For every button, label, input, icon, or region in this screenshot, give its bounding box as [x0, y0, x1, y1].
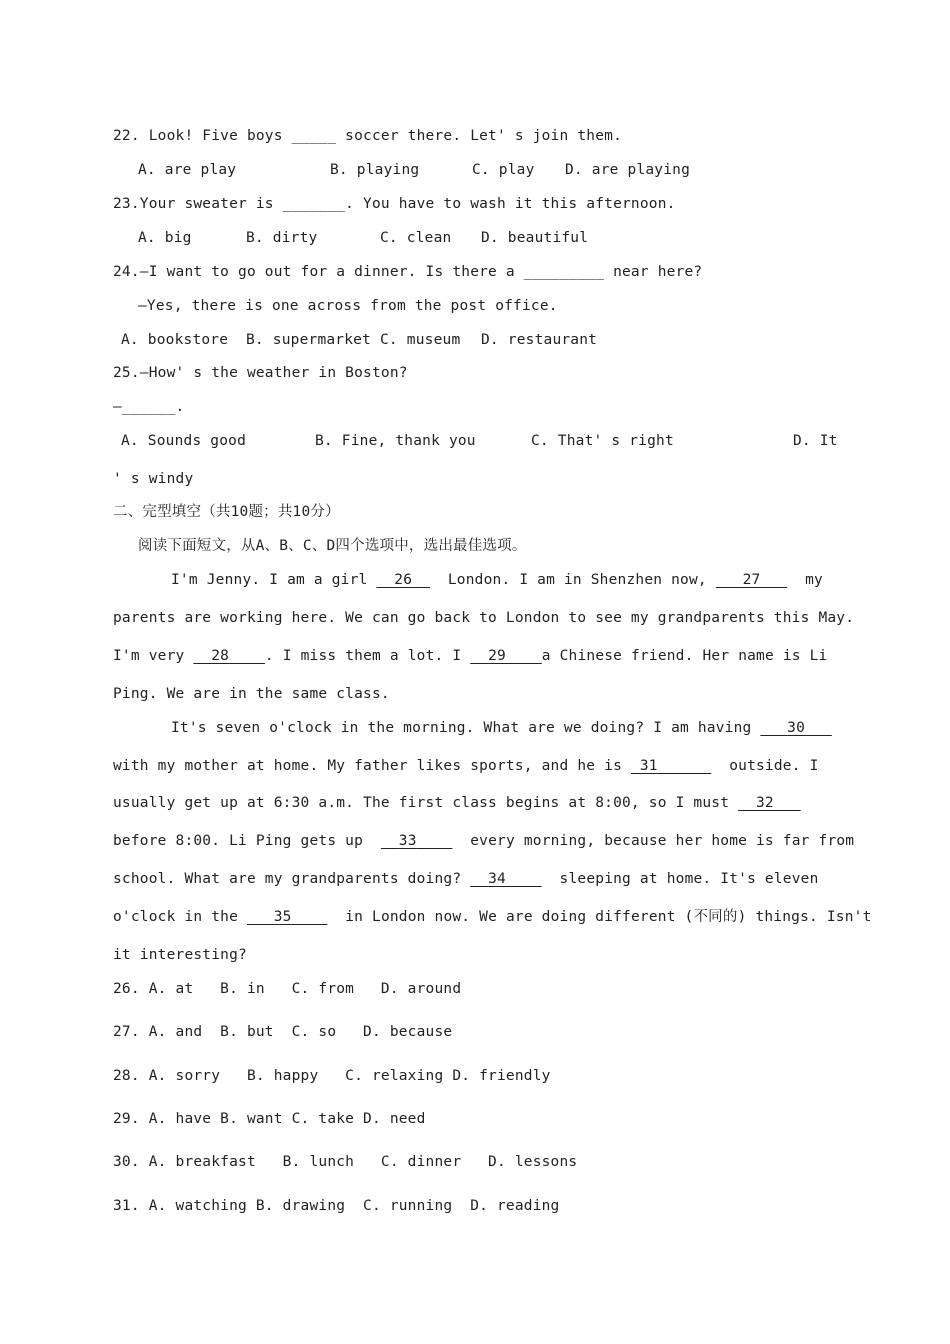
question-23-option-c: C. clean: [380, 230, 452, 246]
blank-32: [738, 795, 801, 811]
section-title: 二、完型填空（共10题；共10分）: [113, 504, 340, 520]
blank-28: [193, 648, 264, 664]
passage-line: [113, 907, 872, 927]
passage-text: every morning, because her home is far from: [452, 833, 855, 849]
passage-text: I'm very: [113, 648, 194, 664]
passage-line: [113, 831, 854, 851]
answer-choice-30: 30. A. breakfast B. lunch C. dinner D. lessons: [113, 1154, 578, 1170]
blank-26-number: 26: [394, 572, 413, 588]
passage-text: London. I am in Shenzhen now,: [430, 572, 716, 588]
passage-text: o'clock in the: [113, 909, 247, 925]
blank-29-number: 29: [488, 648, 506, 664]
passage-text: usually get up at 6:30 a.m. The first class begins at 8:00, so I must: [113, 795, 739, 811]
question-25-reply: —______.: [113, 399, 185, 415]
passage-line: [113, 646, 828, 666]
question-22-option-c: C. play: [472, 162, 535, 178]
blank-31: [631, 758, 711, 774]
question-23-option-a: A. big: [138, 230, 192, 246]
passage-line: [113, 869, 819, 889]
blank-26: [376, 572, 430, 588]
passage-text: outside. I: [711, 758, 819, 774]
blank-27-number: 27: [742, 572, 761, 588]
question-25-option-c: C. That' s right: [531, 433, 674, 449]
answer-choice-27: 27. A. and B. but C. so D. because: [113, 1024, 453, 1040]
passage-text: in London now. We are doing different (不同的) things. Isn't: [327, 909, 872, 925]
answer-choice-29: 29. A. have B. want C. take D. need: [113, 1111, 426, 1127]
question-25-option-d-wrap: ' s windy: [113, 471, 194, 487]
passage-line: parents are working here. We can go back to London to see my grandparents this May.: [113, 610, 855, 626]
blank-33: [381, 833, 452, 849]
question-23-option-d: D. beautiful: [481, 230, 589, 246]
question-23-option-b: B. dirty: [246, 230, 318, 246]
blank-35: [247, 909, 327, 925]
question-22-option-b: B. playing: [330, 162, 420, 178]
question-25-option-b: B. Fine, thank you: [315, 433, 476, 449]
passage-line: [171, 718, 832, 738]
question-24-option-a: A. bookstore: [121, 332, 229, 348]
blank-31-number: 31: [639, 758, 658, 774]
passage-text: school. What are my grandparents doing?: [113, 871, 471, 887]
question-24-option-d: D. restaurant: [481, 332, 598, 348]
blank-27: [716, 572, 787, 588]
question-24-option-b: B. supermarket: [246, 332, 372, 348]
blank-33-number: 33: [398, 833, 417, 849]
question-25-option-a: A. Sounds good: [121, 433, 247, 449]
blank-32-number: 32: [755, 795, 774, 811]
answer-choice-31: 31. A. watching B. drawing C. running D. reading: [113, 1198, 560, 1214]
blank-28-number: 28: [211, 648, 230, 664]
question-24-option-c: C. museum: [380, 332, 461, 348]
question-24-stem: 24.—I want to go out for a dinner. Is there a _________ near here?: [113, 264, 703, 280]
passage-line: [171, 570, 823, 590]
section-instruction: 阅读下面短文，从A、B、C、D四个选项中，选出最佳选项。: [138, 538, 527, 554]
blank-30: [760, 720, 831, 736]
question-24-reply: —Yes, there is one across from the post office.: [138, 298, 558, 314]
question-23-stem: 23.Your sweater is _______. You have to wash it this afternoon.: [113, 196, 676, 212]
question-22-option-d: D. are playing: [565, 162, 691, 178]
passage-line: Ping. We are in the same class.: [113, 686, 390, 702]
passage-line: [113, 793, 801, 813]
passage-text: sleeping at home. It's eleven: [541, 871, 819, 887]
passage-text: a Chinese friend. Her name is Li: [541, 648, 828, 664]
answer-choice-26: 26. A. at B. in C. from D. around: [113, 981, 462, 997]
passage-text: with my mother at home. My father likes sports, and he is: [113, 758, 631, 774]
blank-35-number: 35: [273, 909, 292, 925]
passage-text: before 8:00. Li Ping gets up: [113, 833, 381, 849]
passage-line: [113, 756, 819, 776]
passage-text: It's seven o'clock in the morning. What are we doing? I am having: [171, 720, 761, 736]
question-22-stem: 22. Look! Five boys _____ soccer there. Let' s join them.: [113, 128, 622, 144]
answer-choice-28: 28. A. sorry B. happy C. relaxing D. friendly: [113, 1068, 551, 1084]
blank-30-number: 30: [787, 720, 806, 736]
question-25-option-d: D. It: [793, 433, 838, 449]
blank-34-number: 34: [488, 871, 506, 887]
passage-text: . I miss them a lot. I: [264, 648, 471, 664]
question-25-stem: 25.—How' s the weather in Boston?: [113, 365, 408, 381]
question-22-option-a: A. are play: [138, 162, 237, 178]
blank-34: [470, 871, 541, 887]
passage-text: my: [787, 572, 823, 588]
passage-text: I'm Jenny. I am a girl: [171, 572, 377, 588]
passage-line: it interesting?: [113, 947, 247, 963]
blank-29: [470, 648, 541, 664]
